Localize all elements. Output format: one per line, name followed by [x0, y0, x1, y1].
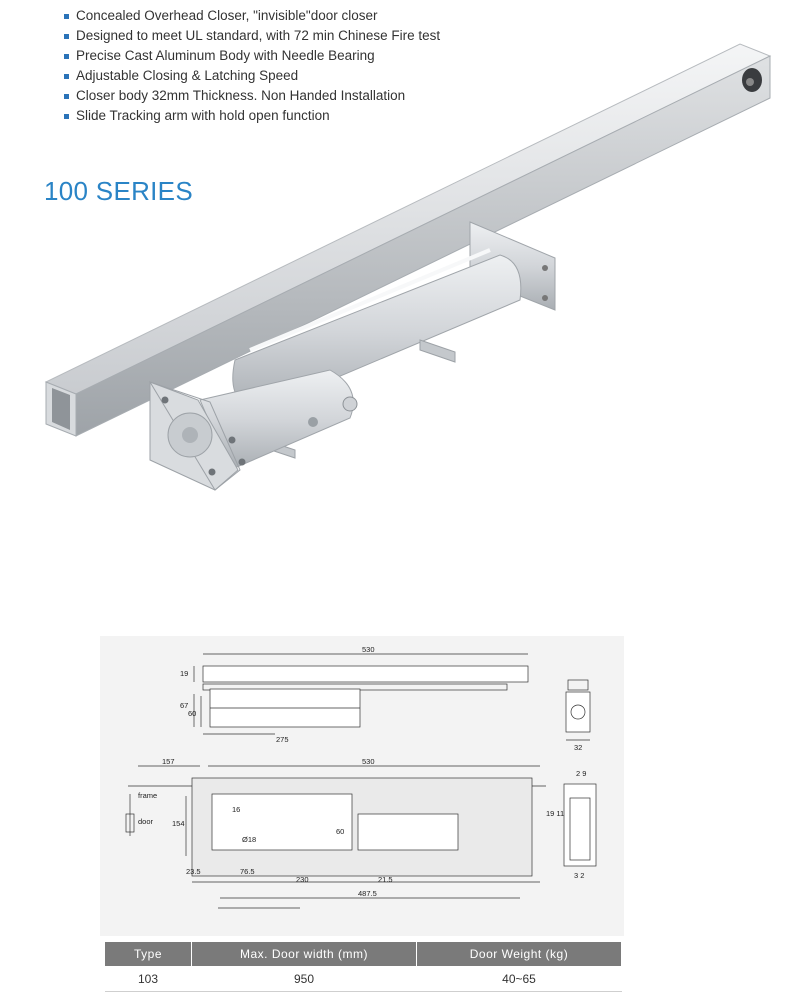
dim-offset-left: 157: [162, 757, 175, 766]
dim-230: 230: [296, 875, 309, 884]
header-max-door-width: Max. Door width (mm): [192, 942, 417, 967]
feature-item: Closer body 32mm Thickness. Non Handed Installation: [64, 86, 440, 106]
dim-76-5: 76.5: [240, 867, 255, 876]
cell-door-weight: 40~65: [417, 967, 622, 992]
dim-side-mid: 19 11: [546, 809, 565, 818]
frame-label: frame: [138, 791, 158, 800]
feature-item: Adjustable Closing & Latching Speed: [64, 66, 440, 86]
dim-body-height-outer: 67: [180, 701, 189, 710]
cell-type: 103: [105, 967, 192, 992]
spec-header-row: [105, 942, 622, 967]
feature-item: Designed to meet UL standard, with 72 min Chinese Fire test: [64, 26, 440, 46]
dim-rail-height: 19: [180, 669, 189, 678]
dim-21-5: 21.5: [378, 875, 393, 884]
dim-16: 16: [232, 805, 241, 814]
header-type: Type: [105, 942, 192, 967]
dim-side-top: 2 9: [576, 769, 587, 778]
feature-item: Slide Tracking arm with hold open function: [64, 106, 440, 126]
technical-drawing: [100, 636, 624, 936]
feature-item: Concealed Overhead Closer, "invisible"door closer: [64, 6, 440, 26]
dim-top-length: 530: [362, 645, 375, 654]
dim-diameter-18: Ø18: [242, 835, 257, 844]
header-door-weight: Door Weight (kg): [417, 942, 622, 967]
dimension-drawing: [100, 636, 624, 936]
series-title: 100 SERIES: [44, 176, 193, 206]
door-closer-product-image: [0, 30, 800, 510]
dim-487-5: 487.5: [358, 889, 377, 898]
dim-154: 154: [172, 819, 185, 828]
dim-23-5: 23.5: [186, 867, 201, 876]
table-row: [105, 967, 622, 992]
dim-60: 60: [336, 827, 345, 836]
dim-body-height-inner: 60: [188, 709, 197, 718]
dim-body-length: 275: [276, 735, 289, 744]
spec-table: [104, 941, 622, 992]
feature-item: Precise Cast Aluminum Body with Needle Bearing: [64, 46, 440, 66]
door-label: door: [138, 817, 154, 826]
dim-install-length: 530: [362, 757, 375, 766]
cell-max-door-width: 950: [192, 967, 417, 992]
dim-side-bottom: 3 2: [574, 871, 585, 880]
bullet-icon: [64, 14, 69, 19]
dim-side-width: 32: [574, 743, 583, 752]
